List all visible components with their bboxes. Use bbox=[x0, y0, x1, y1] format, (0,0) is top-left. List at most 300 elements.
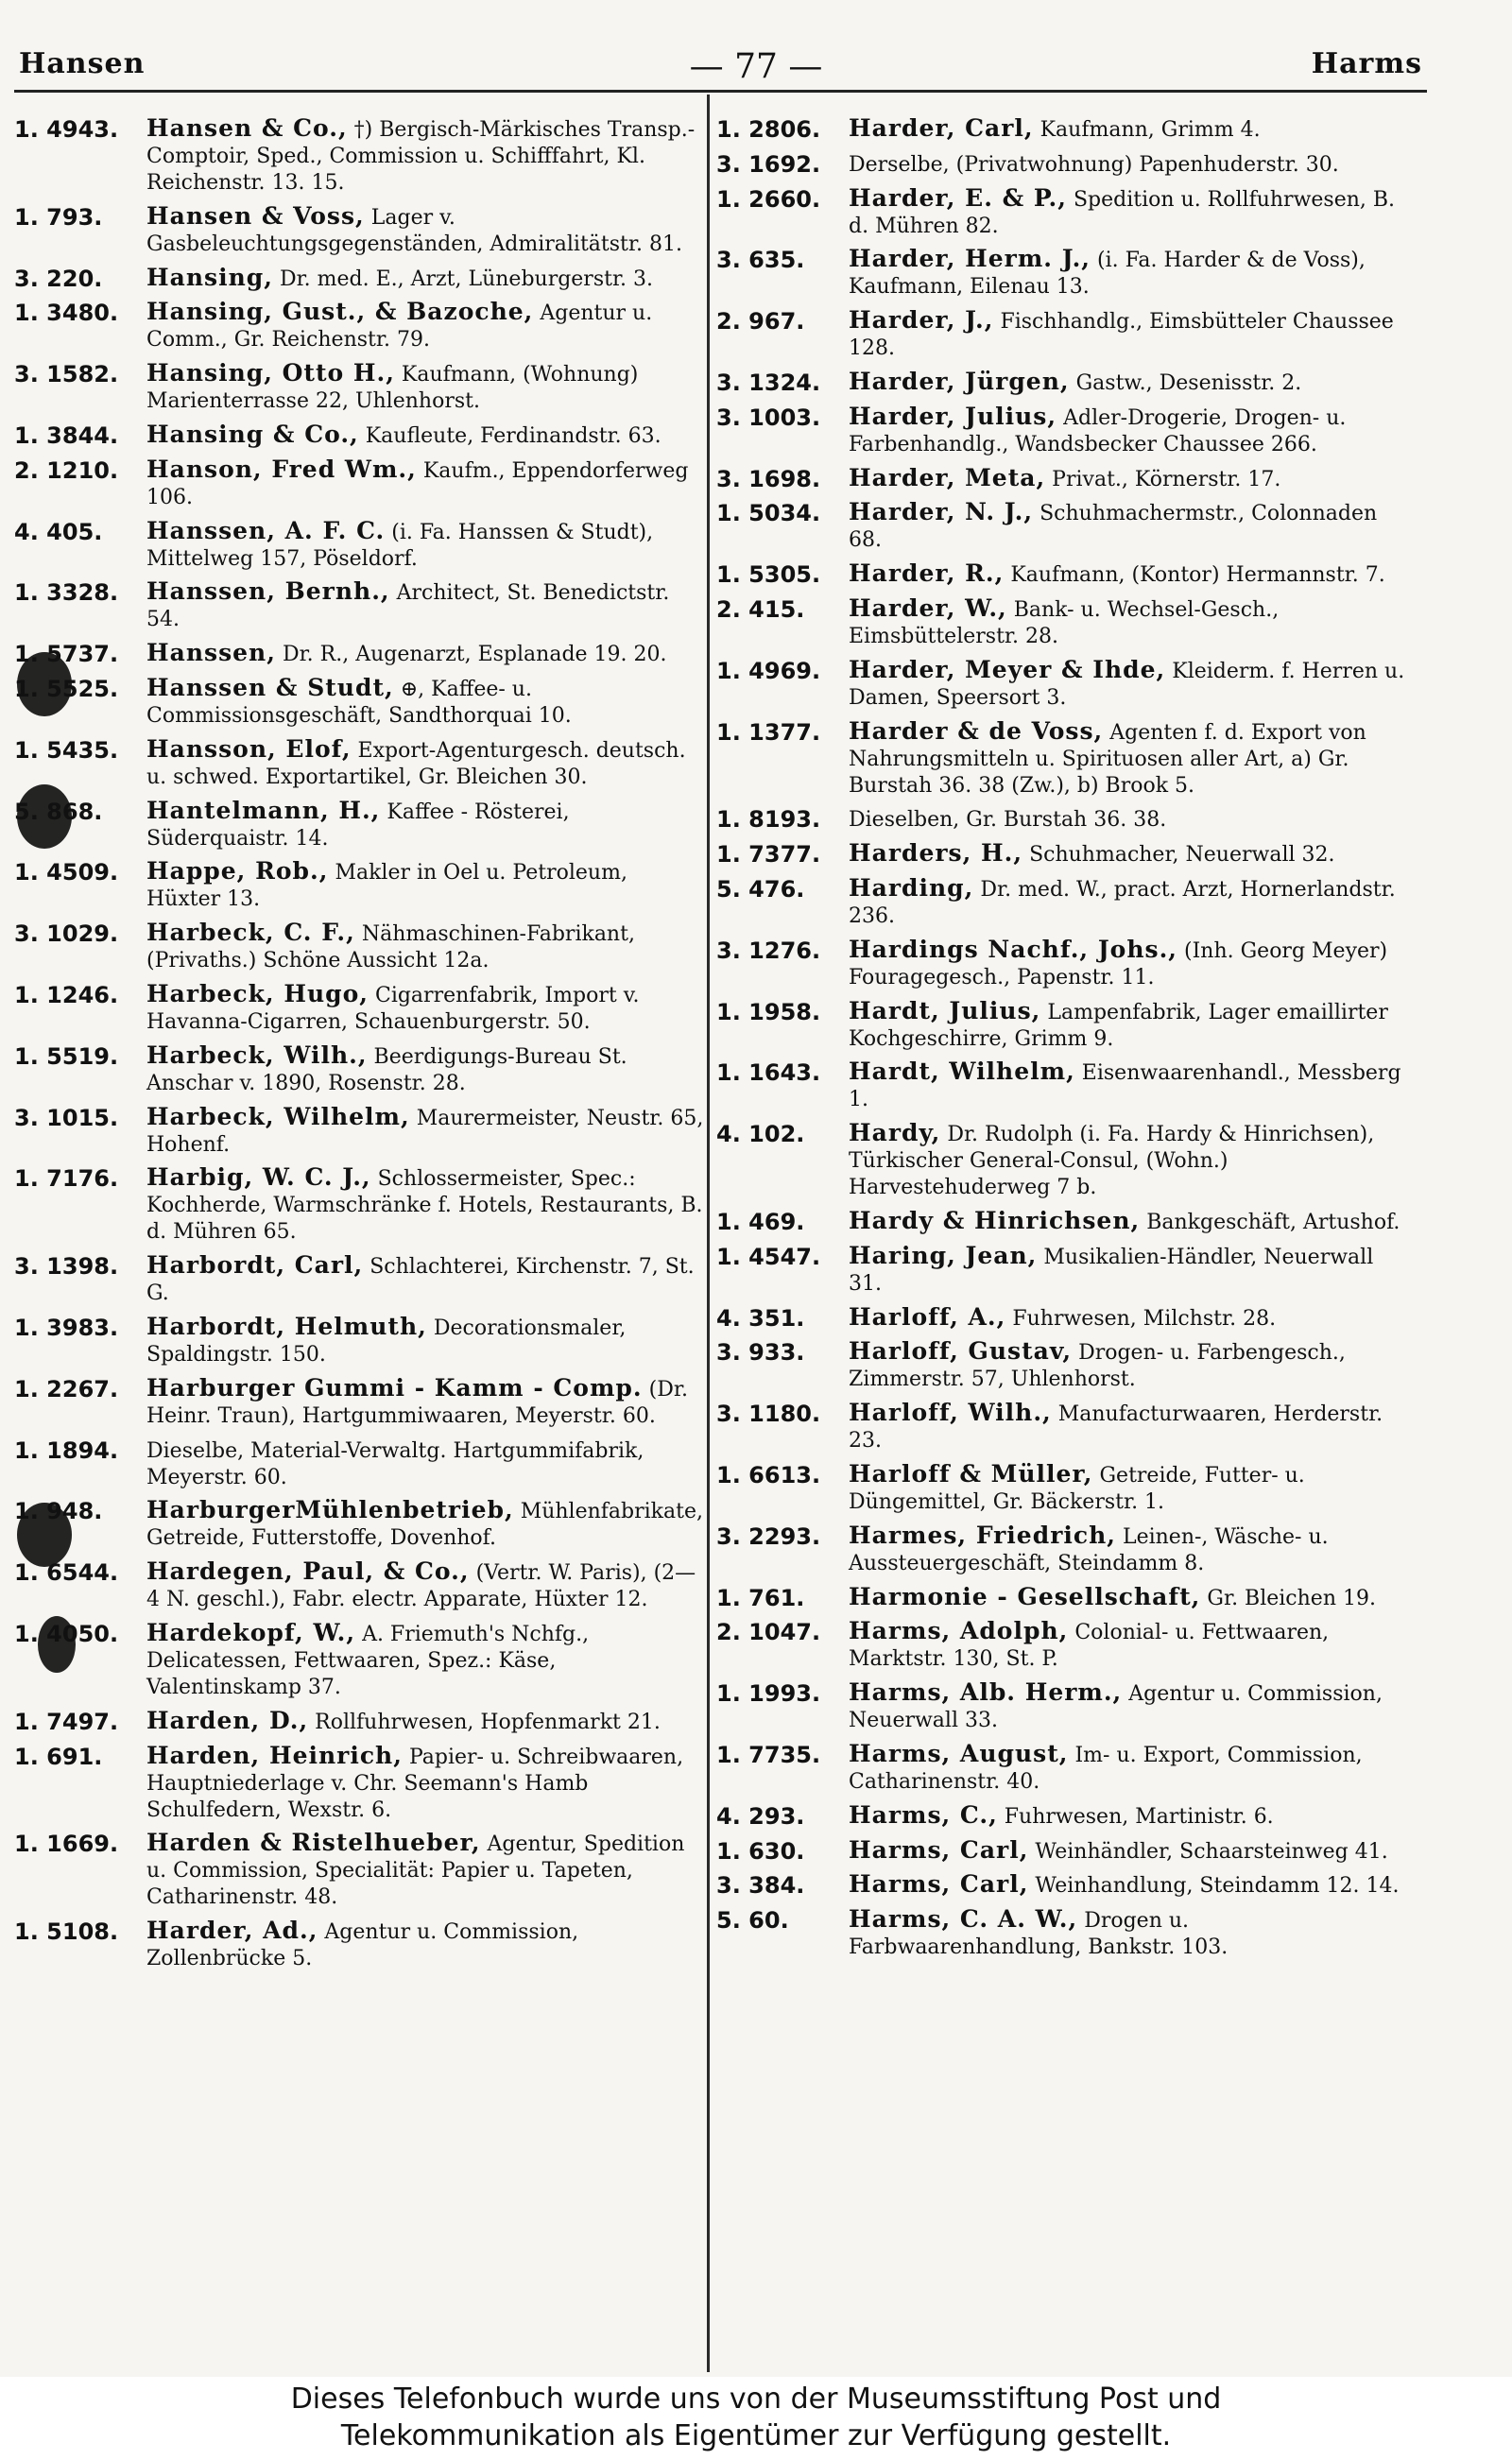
entry-text bbox=[849, 404, 1406, 458]
subscriber-details: Kaffee - Rösterei, Süderquaistr. 14. bbox=[146, 800, 570, 851]
phone-number: 1. 5108. bbox=[14, 1918, 119, 1946]
subscriber-details: Weinhändler, Schaarsteinweg 41. bbox=[1035, 1839, 1388, 1864]
subscriber-name: Hardegen, Paul, & Co., bbox=[146, 1557, 470, 1586]
subscriber-details: Architect, St. Benedictstr. 54. bbox=[146, 581, 670, 632]
header-rule bbox=[14, 90, 1427, 93]
directory-entry bbox=[716, 657, 1406, 712]
directory-entry bbox=[14, 1558, 704, 1613]
subscriber-details: Musikalien-Händler, Neuerwall 31. bbox=[849, 1245, 1374, 1296]
subscriber-details: Getreide, Futter- u. Düngemittel, Gr. Bäckerstr. 1. bbox=[849, 1463, 1305, 1514]
subscriber-details: Dieselben, Gr. Burstah 36. 38. bbox=[849, 808, 1167, 833]
phone-number: 1. 1377. bbox=[716, 718, 821, 746]
subscriber-name: Hansing, bbox=[146, 263, 273, 291]
directory-entry bbox=[14, 1743, 704, 1824]
entry-text bbox=[146, 1558, 704, 1613]
subscriber-name: Hardy & Hinrichsen, bbox=[849, 1206, 1141, 1234]
phone-number: 1. 5435. bbox=[14, 736, 119, 764]
entry-text bbox=[146, 1918, 704, 1972]
subscriber-name: Hanssen, A. F. C. bbox=[146, 516, 386, 544]
subscriber-details: Export-Agenturgesch. deutsch. u. schwed. Exportartikel, Gr. Bleichen 30. bbox=[146, 738, 686, 789]
directory-entry bbox=[14, 1314, 704, 1368]
subscriber-details: Decorationsmaler, Spaldingstr. 150. bbox=[146, 1316, 627, 1367]
directory-entry bbox=[14, 1042, 704, 1097]
subscriber-name: Harbeck, C. F., bbox=[146, 919, 355, 947]
subscriber-details: Drogen- u. Farbengesch., Zimmerstr. 57, Uhlenhorst. bbox=[849, 1341, 1346, 1392]
directory-entry bbox=[14, 1104, 704, 1159]
directory-entry bbox=[716, 718, 1406, 800]
subscriber-name: Harder & de Voss, bbox=[849, 716, 1104, 745]
directory-entry bbox=[14, 1436, 704, 1491]
phone-number: 3. 220. bbox=[14, 265, 103, 292]
entry-text bbox=[849, 1243, 1406, 1298]
directory-entry bbox=[14, 1375, 704, 1430]
entry-text bbox=[849, 718, 1406, 800]
directory-entry bbox=[716, 840, 1406, 869]
directory-entry bbox=[14, 203, 704, 258]
subscriber-name: Harmonie - Gesellschaft, bbox=[849, 1582, 1201, 1610]
subscriber-details: Rollfuhrwesen, Hopfenmarkt 21. bbox=[315, 1710, 661, 1734]
directory-entry bbox=[14, 1708, 704, 1736]
phone-number: 1. 5034. bbox=[716, 500, 821, 527]
entry-text bbox=[849, 1618, 1406, 1673]
entry-text bbox=[849, 150, 1406, 179]
entry-text bbox=[849, 1304, 1406, 1333]
subscriber-name: Hanssen, bbox=[146, 639, 276, 667]
subscriber-details: Gastw., Desenisstr. 2. bbox=[1075, 370, 1302, 395]
entry-text bbox=[849, 499, 1406, 554]
entry-text bbox=[146, 203, 704, 258]
subscriber-details: Beerdigungs-Bureau St. Anschar v. 1890, Rosenstr. 28. bbox=[146, 1044, 627, 1095]
entry-text bbox=[849, 1871, 1406, 1900]
subscriber-name: Hansing, Otto H., bbox=[146, 359, 395, 387]
running-head-right: Harms bbox=[1311, 47, 1422, 80]
subscriber-details: Fuhrwesen, Milchstr. 28. bbox=[1012, 1306, 1277, 1331]
footer-notice bbox=[0, 2377, 1512, 2460]
subscriber-details: Colonial- u. Fettwaaren, Marktstr. 130, St. P. bbox=[849, 1621, 1330, 1672]
phone-number: 3. 2293. bbox=[716, 1522, 821, 1550]
entry-text bbox=[146, 456, 704, 511]
subscriber-details: (i. Fa. Hanssen & Studt), Mittelweg 157, Pöseldorf. bbox=[146, 520, 654, 571]
directory-entry bbox=[716, 998, 1406, 1053]
subscriber-name: Hardt, Wilhelm, bbox=[849, 1058, 1075, 1086]
entry-text bbox=[146, 1164, 704, 1246]
phone-number: 1. 761. bbox=[716, 1584, 805, 1611]
directory-entry bbox=[716, 1906, 1406, 1961]
phone-number: 5. 868. bbox=[14, 798, 103, 825]
subscriber-name: Harder, Meta, bbox=[849, 463, 1046, 491]
right-column bbox=[716, 115, 1406, 1968]
phone-number: 4. 351. bbox=[716, 1304, 805, 1332]
subscriber-details: Schuhmacher, Neuerwall 32. bbox=[1029, 843, 1335, 868]
directory-entry bbox=[716, 937, 1406, 991]
phone-number: 1. 4547. bbox=[716, 1243, 821, 1270]
footer-line-1: Dieses Telefonbuch wurde uns von der Museumsstiftung Post und bbox=[290, 2383, 1222, 2416]
directory-entry bbox=[14, 640, 704, 668]
directory-entry bbox=[716, 150, 1406, 179]
entry-text bbox=[146, 920, 704, 974]
phone-number: 1. 2806. bbox=[716, 116, 821, 143]
subscriber-details: Gr. Bleichen 19. bbox=[1207, 1586, 1376, 1610]
directory-entry bbox=[716, 499, 1406, 554]
subscriber-details: Fischhandlg., Eimsbütteler Chaussee 128. bbox=[849, 310, 1394, 361]
entry-text bbox=[849, 246, 1406, 301]
entry-text bbox=[146, 115, 704, 197]
subscriber-details: Dr. med. W., pract. Arzt, Hornerlandstr. 236. bbox=[849, 877, 1396, 928]
phone-number: 1. 5525. bbox=[14, 675, 119, 702]
subscriber-name: Hansen & Co., bbox=[146, 114, 348, 142]
entry-text bbox=[849, 1208, 1406, 1236]
phone-number: 3. 933. bbox=[716, 1339, 805, 1367]
directory-entry bbox=[14, 1620, 704, 1701]
subscriber-name: Haring, Jean, bbox=[849, 1241, 1038, 1269]
directory-entry bbox=[716, 595, 1406, 650]
phone-number: 1. 8193. bbox=[716, 806, 821, 834]
subscriber-details: Agentur u. Commission, Neuerwall 33. bbox=[849, 1682, 1383, 1733]
subscriber-details: Adler-Drogerie, Drogen- u. Farbenhandlg., Wandsbecker Chaussee 266. bbox=[849, 405, 1347, 456]
subscriber-details: Dr. med. E., Arzt, Lüneburgerstr. 3. bbox=[279, 267, 654, 291]
phone-number: 1. 1246. bbox=[14, 981, 119, 1008]
subscriber-name: Harder, W., bbox=[849, 593, 1007, 622]
subscriber-name: Hardings Nachf., Johs., bbox=[849, 935, 1177, 963]
subscriber-name: Harms, August, bbox=[849, 1739, 1069, 1767]
directory-entry bbox=[14, 360, 704, 415]
subscriber-name: Happe, Rob., bbox=[146, 857, 329, 886]
entry-text bbox=[849, 1741, 1406, 1796]
subscriber-name: Harloff & Müller, bbox=[849, 1459, 1093, 1488]
subscriber-details: Dr. Rudolph (i. Fa. Hardy & Hinrichsen), Türkischer General-Consul, (Wohn.) Harvestehuderweg 7 b. bbox=[849, 1123, 1375, 1200]
phone-number: 3. 384. bbox=[716, 1872, 805, 1900]
entry-text bbox=[849, 998, 1406, 1053]
phone-number: 1. 1894. bbox=[14, 1436, 119, 1464]
entry-text bbox=[849, 115, 1406, 144]
phone-number: 1. 7735. bbox=[716, 1741, 821, 1768]
directory-entry bbox=[716, 1584, 1406, 1612]
phone-number: 3. 1029. bbox=[14, 920, 119, 948]
subscriber-name: Harders, H., bbox=[849, 839, 1023, 868]
subscriber-details: Kaufm., Eppendorferweg 106. bbox=[146, 458, 689, 509]
page-number: — 77 — bbox=[689, 47, 823, 86]
entry-text bbox=[146, 798, 704, 852]
phone-number: 1. 630. bbox=[716, 1837, 805, 1865]
subscriber-name: Hanssen & Studt, bbox=[146, 673, 394, 701]
subscriber-name: Harder, Carl, bbox=[849, 114, 1034, 142]
phone-number: 1. 3480. bbox=[14, 300, 119, 327]
entry-text bbox=[146, 1830, 704, 1911]
subscriber-details: Weinhandlung, Steindamm 12. 14. bbox=[1035, 1874, 1400, 1899]
subscriber-details: Kleiderm. f. Herren u. Damen, Speersort 3. bbox=[849, 659, 1405, 710]
subscriber-details: Eisenwaarenhandl., Messberg 1. bbox=[849, 1061, 1401, 1112]
subscriber-details: †) Bergisch-Märkisches Transp.-Comptoir, Sped., Commission u. Schifffahrt, Kl. Reichenstr. 13. 15. bbox=[146, 118, 696, 195]
directory-entry bbox=[14, 798, 704, 852]
subscriber-name: Harms, Carl, bbox=[849, 1870, 1029, 1899]
phone-number: 1. 1958. bbox=[716, 998, 821, 1025]
entry-text bbox=[146, 858, 704, 913]
directory-entry bbox=[716, 1871, 1406, 1900]
subscriber-name: Hansson, Elof, bbox=[146, 734, 352, 763]
entry-text bbox=[849, 307, 1406, 362]
subscriber-name: Harder, Jürgen, bbox=[849, 367, 1070, 395]
subscriber-name: Harms, Alb. Herm., bbox=[849, 1678, 1123, 1707]
directory-entry bbox=[716, 875, 1406, 930]
entry-text bbox=[849, 1584, 1406, 1612]
subscriber-name: Harder, Herm. J., bbox=[849, 245, 1091, 273]
subscriber-name: Harms, C. A. W., bbox=[849, 1905, 1078, 1934]
phone-number: 1. 691. bbox=[14, 1743, 103, 1770]
entry-text bbox=[849, 560, 1406, 589]
subscriber-name: Hansen & Voss, bbox=[146, 201, 365, 230]
subscriber-details: Schlachterei, Kirchenstr. 7, St. G. bbox=[146, 1255, 695, 1306]
directory-entry bbox=[716, 1461, 1406, 1516]
entry-text bbox=[849, 1522, 1406, 1577]
subscriber-details: Im- u. Export, Commission, Catharinenstr. 40. bbox=[849, 1743, 1363, 1794]
entry-text bbox=[849, 875, 1406, 930]
phone-number: 1. 4943. bbox=[14, 116, 119, 143]
subscriber-details: Nähmaschinen-Fabrikant, (Privaths.) Schöne Aussicht 12a. bbox=[146, 922, 635, 973]
directory-entry bbox=[14, 1830, 704, 1911]
phone-number: 1. 948. bbox=[14, 1498, 103, 1525]
entry-text bbox=[146, 736, 704, 791]
phone-number: 1. 1669. bbox=[14, 1831, 119, 1858]
entry-text bbox=[849, 1400, 1406, 1454]
subscriber-name: Harden, Heinrich, bbox=[146, 1741, 403, 1769]
directory-entry bbox=[716, 1400, 1406, 1454]
directory-entry bbox=[14, 1918, 704, 1972]
entry-text bbox=[146, 1708, 704, 1736]
entry-text bbox=[849, 1461, 1406, 1516]
phone-number: 1. 6544. bbox=[14, 1559, 119, 1587]
phone-number: 2. 967. bbox=[716, 308, 805, 335]
subscriber-details: Kaufleute, Ferdinandstr. 63. bbox=[365, 423, 662, 448]
subscriber-name: Harbig, W. C. J., bbox=[146, 1163, 371, 1192]
phone-number: 3. 1398. bbox=[14, 1253, 119, 1281]
phone-number: 1. 5519. bbox=[14, 1042, 119, 1070]
phone-number: 1. 6613. bbox=[716, 1461, 821, 1488]
subscriber-name: Harms, C., bbox=[849, 1800, 998, 1829]
entry-text bbox=[849, 1837, 1406, 1866]
subscriber-name: Harder, E. & P., bbox=[849, 183, 1067, 212]
subscriber-name: Hardekopf, W., bbox=[146, 1618, 356, 1646]
entry-text bbox=[146, 1497, 704, 1552]
entry-text bbox=[146, 299, 704, 353]
entry-text bbox=[146, 578, 704, 633]
directory-entry bbox=[716, 1802, 1406, 1831]
entry-text bbox=[849, 185, 1406, 240]
directory-entry bbox=[716, 1837, 1406, 1866]
phone-number: 1. 4509. bbox=[14, 859, 119, 886]
phone-number: 3. 1003. bbox=[716, 404, 821, 431]
subscriber-details: Papier- u. Schreibwaaren, Hauptniederlage v. Chr. Seemann's Hamb Schulfedern, Wexstr. 6. bbox=[146, 1745, 684, 1822]
subscriber-name: HarburgerMühlenbetrieb, bbox=[146, 1496, 514, 1524]
entry-text bbox=[849, 657, 1406, 712]
phone-number: 3. 1180. bbox=[716, 1401, 821, 1428]
phone-number: 3. 1692. bbox=[716, 150, 821, 178]
phone-number: 1. 5737. bbox=[14, 641, 119, 668]
entry-text bbox=[849, 1120, 1406, 1201]
footer-line-2: Telekommunikation als Eigentümer zur Verfügung gestellt. bbox=[340, 2419, 1172, 2452]
subscriber-name: Harbeck, Wilhelm, bbox=[146, 1102, 410, 1130]
phone-number: 1. 7377. bbox=[716, 841, 821, 869]
directory-entry bbox=[716, 1522, 1406, 1577]
directory-entry bbox=[14, 1497, 704, 1552]
subscriber-details: Dieselbe, Material-Verwaltg. Hartgummifabrik, Meyerstr. 60. bbox=[146, 1438, 644, 1489]
directory-entry bbox=[716, 1208, 1406, 1236]
phone-number: 1. 5305. bbox=[716, 561, 821, 589]
subscriber-details: Agentur u. Comm., Gr. Reichenstr. 79. bbox=[146, 301, 653, 353]
subscriber-details: (Vertr. W. Paris), (2—4 N. geschl.), Fabr. electr. Apparate, Hüxter 12. bbox=[146, 1561, 696, 1612]
directory-entry bbox=[14, 675, 704, 730]
phone-number: 3. 635. bbox=[716, 247, 805, 274]
phone-number: 3. 1582. bbox=[14, 361, 119, 388]
entry-text bbox=[146, 265, 704, 293]
subscriber-details: Agentur, Spedition u. Commission, Specialität: Papier u. Tapeten, Catharinenstr. 48. bbox=[146, 1832, 685, 1910]
subscriber-details: A. Friemuth's Nchfg., Delicatessen, Fettwaaren, Spez.: Käse, Valentinskamp 37. bbox=[146, 1622, 590, 1699]
subscriber-details: Maurermeister, Neustr. 65, Hohenf. bbox=[146, 1106, 704, 1157]
subscriber-name: Hardy, bbox=[849, 1119, 941, 1147]
directory-entry bbox=[14, 1252, 704, 1307]
directory-entry bbox=[14, 456, 704, 511]
entry-text bbox=[849, 369, 1406, 397]
directory-entry bbox=[14, 421, 704, 450]
phone-number: 2. 1210. bbox=[14, 456, 119, 484]
entry-text bbox=[146, 640, 704, 668]
entry-text bbox=[849, 1906, 1406, 1961]
subscriber-details: Lager v. Gasbeleuchtungsgegenständen, Admiralitätstr. 81. bbox=[146, 205, 682, 256]
entry-text bbox=[146, 1314, 704, 1368]
subscriber-details: Privat., Körnerstr. 17. bbox=[1052, 467, 1281, 491]
phone-number: 1. 2267. bbox=[14, 1375, 119, 1402]
phone-number: 1. 1993. bbox=[716, 1680, 821, 1708]
subscriber-name: Harding, bbox=[849, 873, 974, 902]
entry-text bbox=[146, 1252, 704, 1307]
entry-text bbox=[849, 937, 1406, 991]
subscriber-name: Harden, D., bbox=[146, 1706, 309, 1734]
subscriber-name: Harder, J., bbox=[849, 306, 994, 335]
running-head-left: Hansen bbox=[19, 47, 146, 80]
subscriber-name: Harder, R., bbox=[849, 559, 1005, 588]
entry-text bbox=[146, 675, 704, 730]
directory-entry bbox=[14, 1164, 704, 1246]
subscriber-details: Kaufmann, (Kontor) Hermannstr. 7. bbox=[1010, 563, 1385, 588]
subscriber-details: Leinen-, Wäsche- u. Aussteuergeschäft, Steindamm 8. bbox=[849, 1524, 1329, 1575]
phone-number: 2. 415. bbox=[716, 595, 805, 623]
subscriber-name: Hanssen, Bernh., bbox=[146, 577, 390, 606]
phone-number: 3. 1015. bbox=[14, 1104, 119, 1131]
directory-entry bbox=[14, 858, 704, 913]
directory-entry bbox=[14, 736, 704, 791]
subscriber-name: Hardt, Julius, bbox=[849, 996, 1041, 1024]
directory-entry bbox=[14, 265, 704, 293]
directory-entry bbox=[716, 404, 1406, 458]
phone-number: 1. 1643. bbox=[716, 1059, 821, 1087]
subscriber-details: Fuhrwesen, Martinistr. 6. bbox=[1004, 1804, 1274, 1829]
subscriber-name: Harloff, Wilh., bbox=[849, 1399, 1052, 1427]
entry-text bbox=[849, 840, 1406, 869]
subscriber-name: Hansing, Gust., & Bazoche, bbox=[146, 298, 534, 326]
subscriber-name: Hanson, Fred Wm., bbox=[146, 455, 417, 483]
subscriber-name: Harden & Ristelhueber, bbox=[146, 1829, 481, 1857]
phone-number: 1. 3328. bbox=[14, 579, 119, 607]
subscriber-name: Harloff, A., bbox=[849, 1302, 1006, 1331]
entry-text bbox=[146, 1042, 704, 1097]
phone-number: 3. 1276. bbox=[716, 937, 821, 964]
directory-entry bbox=[716, 465, 1406, 493]
directory-entry bbox=[14, 299, 704, 353]
column-divider bbox=[707, 95, 710, 2372]
entry-text bbox=[849, 465, 1406, 493]
subscriber-details: (Inh. Georg Meyer) Fouragegesch., Papenstr. 11. bbox=[849, 938, 1388, 989]
phone-number: 1. 3983. bbox=[14, 1314, 119, 1341]
subscriber-name: Harloff, Gustav, bbox=[849, 1337, 1073, 1366]
subscriber-name: Harbordt, Helmuth, bbox=[146, 1312, 427, 1340]
entry-text bbox=[146, 1104, 704, 1159]
phone-number: 5. 476. bbox=[716, 875, 805, 903]
subscriber-details: Kaufmann, (Wohnung) Marienterrasse 22, Uhlenhorst. bbox=[146, 363, 639, 414]
phone-number: 4. 293. bbox=[716, 1802, 805, 1830]
phone-number: 3. 1698. bbox=[716, 465, 821, 492]
directory-entry bbox=[716, 246, 1406, 301]
subscriber-name: Hantelmann, H., bbox=[146, 796, 381, 824]
entry-text bbox=[146, 518, 704, 573]
subscriber-name: Harbeck, Hugo, bbox=[146, 979, 369, 1007]
phone-number: 1. 4969. bbox=[716, 657, 821, 684]
directory-entry bbox=[716, 805, 1406, 834]
entry-text bbox=[146, 421, 704, 450]
phone-number: 1. 7497. bbox=[14, 1708, 119, 1735]
directory-entry bbox=[716, 1741, 1406, 1796]
entry-text bbox=[146, 981, 704, 1036]
subscriber-details: Agentur u. Commission, Zollenbrücke 5. bbox=[146, 1920, 579, 1971]
entry-text bbox=[849, 595, 1406, 650]
entry-text bbox=[146, 1620, 704, 1701]
subscriber-name: Harburger Gummi - Kamm - Comp. bbox=[146, 1373, 643, 1402]
subscriber-name: Harder, Julius, bbox=[849, 402, 1057, 430]
directory-entry bbox=[716, 560, 1406, 589]
entry-text bbox=[849, 1679, 1406, 1734]
entry-text bbox=[146, 1375, 704, 1430]
subscriber-name: Harder, Meyer & Ihde, bbox=[849, 655, 1166, 683]
directory-entry bbox=[14, 578, 704, 633]
directory-entry bbox=[716, 1338, 1406, 1393]
subscriber-name: Harbeck, Wilh., bbox=[146, 1041, 368, 1069]
directory-entry bbox=[14, 920, 704, 974]
subscriber-details: Drogen u. Farbwaarenhandlung, Bankstr. 103. bbox=[849, 1909, 1228, 1960]
entry-text bbox=[146, 1743, 704, 1824]
subscriber-details: ⊕, Kaffee- u. Commissionsgeschäft, Sandthorquai 10. bbox=[146, 677, 572, 728]
subscriber-name: Harmes, Friedrich, bbox=[849, 1521, 1116, 1549]
subscriber-details: Spedition u. Rollfuhrwesen, B. d. Mühren 82. bbox=[849, 187, 1396, 238]
subscriber-details: Makler in Oel u. Petroleum, Hüxter 13. bbox=[146, 861, 627, 912]
subscriber-name: Harms, Adolph, bbox=[849, 1617, 1069, 1645]
subscriber-details: Schlossermeister, Spec.: Kochherde, Warmschränke f. Hotels, Restaurants, B. d. Mühren 65. bbox=[146, 1167, 703, 1245]
subscriber-details: Lampenfabrik, Lager emaillirter Kochgeschirre, Grimm 9. bbox=[849, 1000, 1388, 1051]
subscriber-details: Dr. R., Augenarzt, Esplanade 19. 20. bbox=[282, 643, 667, 667]
phone-number: 1. 793. bbox=[14, 203, 103, 231]
entry-text bbox=[849, 1802, 1406, 1831]
phone-number: 5. 60. bbox=[716, 1907, 789, 1935]
entry-text bbox=[146, 1436, 704, 1491]
subscriber-details: (Dr. Heinr. Traun), Hartgummiwaaren, Meyerstr. 60. bbox=[146, 1377, 688, 1428]
phone-number: 4. 405. bbox=[14, 518, 103, 545]
subscriber-name: Hansing & Co., bbox=[146, 420, 359, 448]
subscriber-details: Cigarrenfabrik, Import v. Havanna-Cigarren, Schauenburgerstr. 50. bbox=[146, 983, 640, 1034]
phone-number: 4. 102. bbox=[716, 1121, 805, 1148]
directory-entry bbox=[716, 1243, 1406, 1298]
entry-text bbox=[849, 805, 1406, 834]
subscriber-details: Derselbe, (Privatwohnung) Papenhuderstr. 30. bbox=[849, 152, 1339, 177]
subscriber-details: Manufacturwaaren, Herderstr. 23. bbox=[849, 1402, 1383, 1454]
phone-number: 2. 1047. bbox=[716, 1619, 821, 1646]
directory-entry bbox=[716, 1058, 1406, 1113]
